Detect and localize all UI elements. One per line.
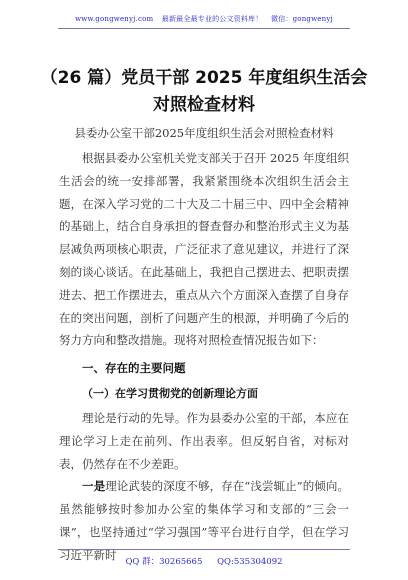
point-one-text: 理论武装的深度不够，存在“浅尝辄止”的倾向。虽然能够按时参加办公室的集体学习和支部的“三会一课”，也坚持通过“学习强国”等平台进行自学，但在学习习近平新时 (59, 479, 349, 562)
point-one-paragraph (59, 475, 349, 566)
intro-paragraph-block (59, 147, 349, 352)
header-wechat: 微信：gongwenyj (271, 15, 333, 23)
header-line (0, 14, 408, 24)
header-divider (58, 28, 350, 29)
section-heading: 一、存在的主要问题 (82, 361, 186, 375)
footer-qq-group: QQ 群：30265665 (125, 557, 203, 567)
theory-paragraph: 理论是行动的先导。作为县委办公室的干部，本应在理论学习上走在前列、作出表率。但反躬自省，对标对表，仍然存在不少差距。 (59, 411, 349, 471)
header-website[interactable]: www.gongwenyj.com (75, 15, 154, 23)
footer-qq: QQ:535304092 (217, 557, 283, 567)
subsection-heading: （一）在学习贯彻党的创新理论方面 (82, 387, 258, 400)
intro-paragraph: 根据县委办公室机关党支部关于召开 2025 年度组织生活会的统一安排部署，我紧紧围绕本次组织生活会主题，在深入学习党的二十大及二十届三中、四中全会精神的基础上，结合自身承担的督查督办和整治形式主义为基层减负两项核心职责，广泛征求了意见建议，并进行了深刻的谈心谈话。在此基础上，我把自己摆进去、把职责摆进去、把工作摆进去，重点从六个方面深入查摆了自身存在的突出问题，剖析了问题产生的根源，并明确了今后的努力方向和整改措施。现将对照检查情况报告如下： (59, 151, 349, 348)
theory-paragraph-block (59, 407, 349, 567)
footer-line (0, 555, 408, 567)
document-title-line2: 对照检查材料 (153, 95, 255, 115)
footer-divider (58, 549, 350, 550)
document-title-line1: （26 篇）党员干部 2025 年度组织生活会 (40, 68, 368, 88)
document-subtitle: 县委办公室干部2025年度组织生活会对照检查材料 (74, 126, 334, 140)
point-one-lead: 一是 (82, 479, 106, 494)
header-slogan: 最新最全最专业的公文资料库！ (161, 15, 263, 23)
